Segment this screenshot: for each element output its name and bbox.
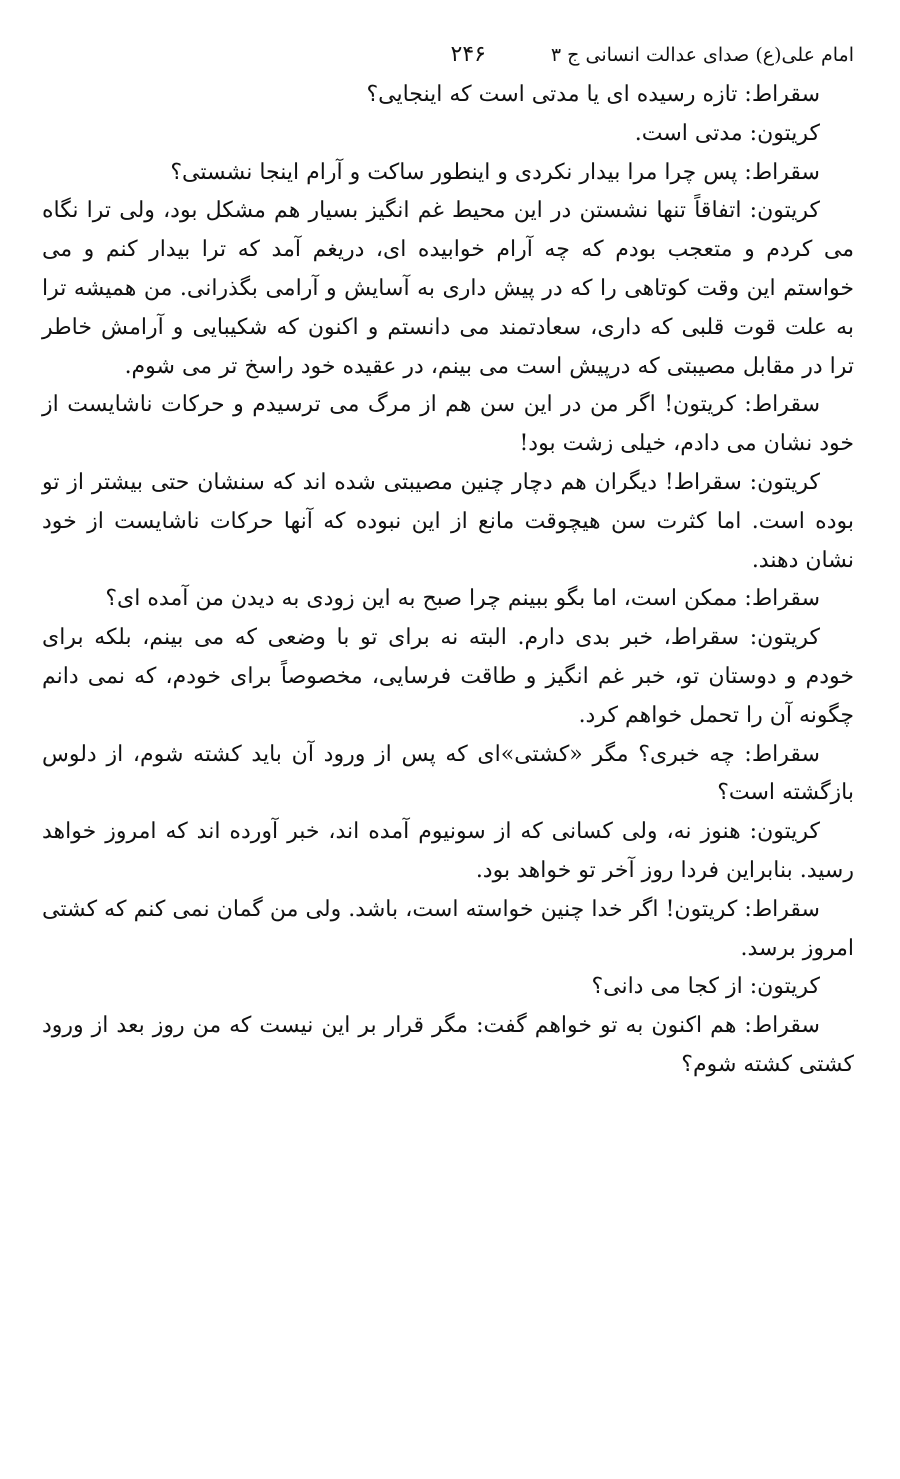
dialogue-paragraph: سقراط: کریتون! اگر من در این سن هم از مرگ می ترسیدم و حرکات ناشایست از خود نشان می دادم، خیلی زشت بود! — [42, 392, 854, 457]
dialogue-paragraph: کریتون: هنوز نه، ولی کسانی که از سونیوم آمده اند، خبر آورده اند که امروز خواهد رسید. بنابراین فردا روز آخر تو خواهد بود. — [42, 819, 854, 883]
dialogue-paragraph: کریتون: اتفاقاً تنها نشستن در این محیط غم انگیز بسیار هم مشکل بود، ولی ترا نگاه می کردم و متعجب بودم که چه آرام خوابیده ای، دریغم آمد که ترا بیدار کنم و می خواستم این وقت کوتاهی را که در پیش داری به آسایش و آرامی بگذرانی. من همیشه ترا به علت قوت قلبی که داری، سعادتمند می دانستم و اکنون که شکیبایی و آرامش خاطر ترا در مقابل مصیبتی که درپیش است می بینم، در عقیده خود راسخ تر می شوم. — [42, 198, 854, 379]
book-page — [42, 36, 854, 1085]
dialogue-paragraph: سقراط: چه خبری؟ مگر «کشتی»ای که پس از ورود آن باید کشته شوم، از دلوس بازگشته است؟ — [42, 741, 854, 806]
dialogue-paragraph: سقراط: ممکن است، اما بگو ببینم چرا صبح به این زودی به دیدن من آمده ای؟ — [105, 586, 820, 612]
dialogue-paragraph: سقراط: هم اکنون به تو خواهم گفت: مگر قرار بر این نیست که من روز بعد از ورود کشتی کشته شوم؟ — [42, 1013, 854, 1077]
book-title: امام علی(ع) صدای عدالت انسانی ج ۳ — [550, 44, 854, 66]
page-number: ۲۴۶ — [450, 42, 486, 67]
running-header — [42, 36, 854, 74]
dialogue-paragraph: کریتون: سقراط! دیگران هم دچار چنین مصیبتی شده اند که سنشان حتی بیشتر از تو بوده است. اما کثرت سن هیچوقت مانع از این نبوده که آنها حرکات ناشایست از خود نشان دهند. — [42, 469, 854, 573]
dialogue-paragraph: سقراط: پس چرا مرا بیدار نکردی و اینطور ساکت و آرام اینجا نشستی؟ — [170, 159, 820, 185]
dialogue-paragraph: کریتون: از کجا می دانی؟ — [591, 974, 820, 1000]
dialogue-paragraph: سقراط: تازه رسیده ای یا مدتی است که اینجایی؟ — [366, 82, 820, 107]
dialogue-paragraph: سقراط: کریتون! اگر خدا چنین خواسته است، باشد. ولی من گمان نمی کنم که کشتی امروز برسد. — [42, 896, 854, 961]
page-body — [42, 76, 854, 1085]
dialogue-paragraph: کریتون: سقراط، خبر بدی دارم. البته نه برای تو با وضعی که می بینم، بلکه برای خودم و دوستان تو، خبر غم انگیز و طاقت فرسایی، مخصوصاً برای خودم، که نمی دانم چگونه آن را تحمل خواهم کرد. — [42, 625, 854, 728]
dialogue-paragraph: کریتون: مدتی است. — [634, 120, 820, 146]
